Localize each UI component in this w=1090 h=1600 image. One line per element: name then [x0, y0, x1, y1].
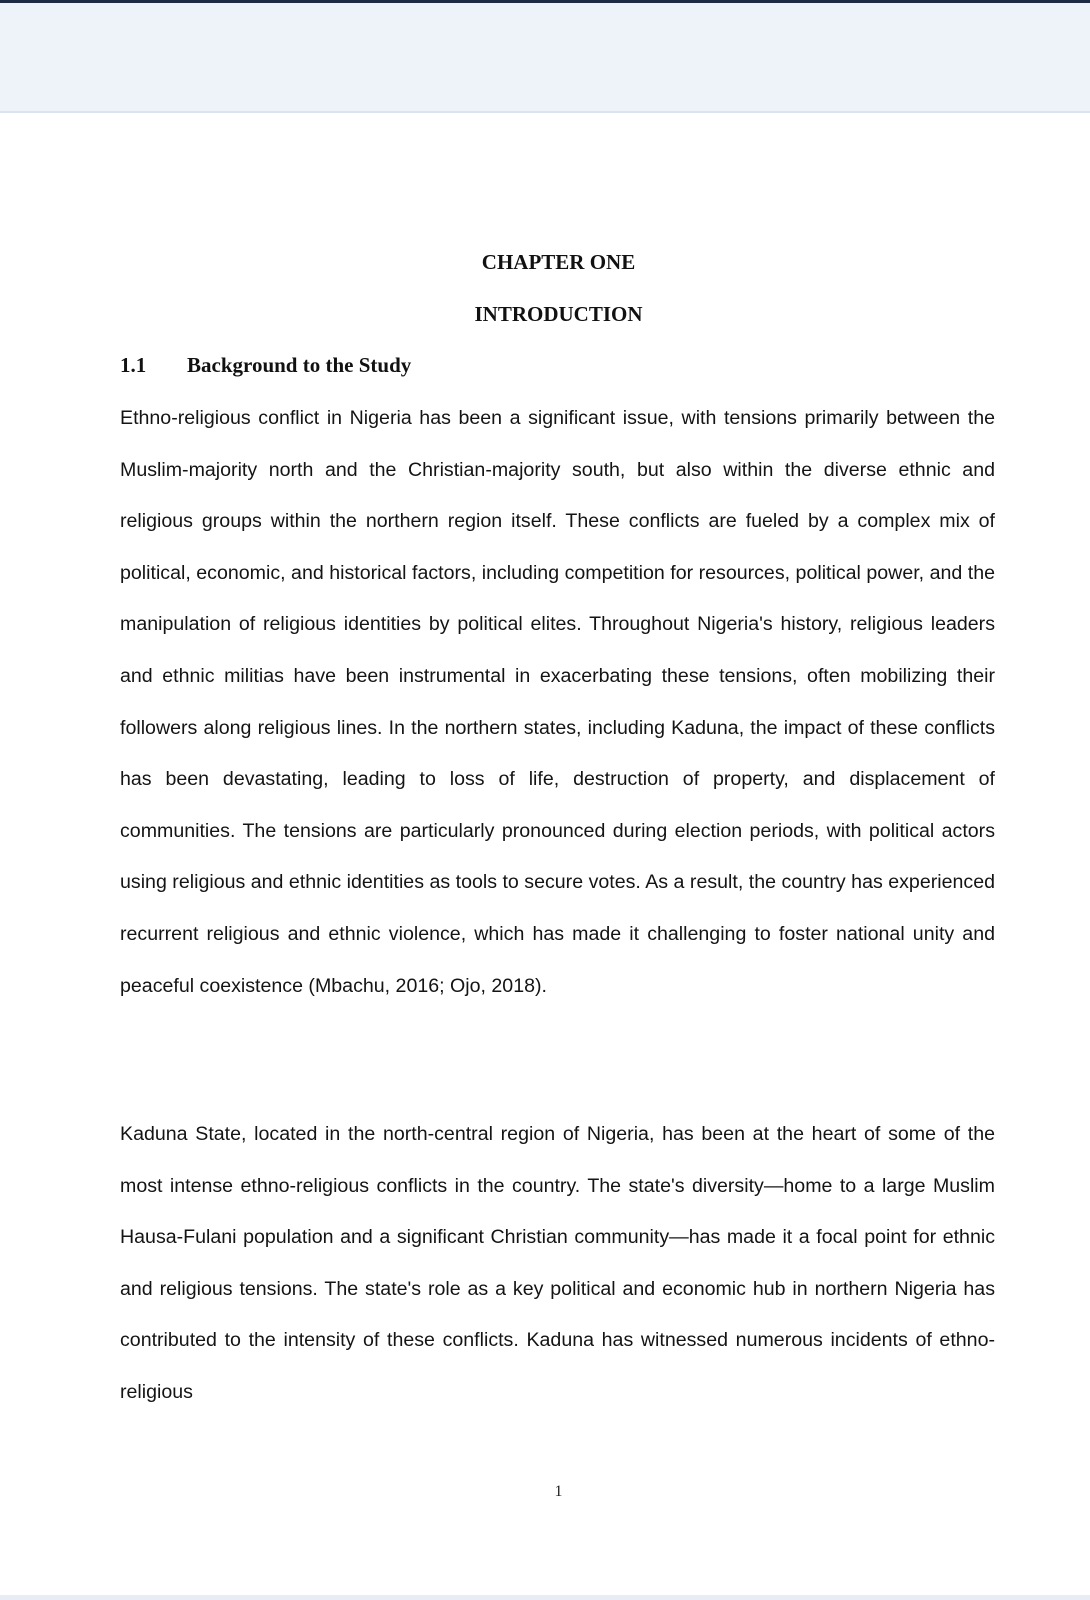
body-paragraph-1: Ethno-religious conflict in Nigeria has been a significant issue, with tensions primarily between the Muslim-majority north and the Christian-majority south, but also within the diverse ethnic and religious groups within the northern region itself. These conflicts are fueled by a complex mix of political, economic, and historical factors, including competition for resources, political power, and the manipulation of religious identities by political elites. Throughout Nigeria's history, religious leaders and ethnic militias have been instrumental in exacerbating these tensions, often mobilizing their followers along religious lines. In the northern states, including Kaduna, the impact of these conflicts has been devastating, leading to loss of life, destruction of property, and displacement of communities. The tensions are particularly pronounced during election periods, with political actors using religious and ethnic identities as tools to secure votes. As a result, the country has experienced recurrent religious and ethnic violence, which has made it challenging to foster national unity and peaceful coexistence (Mbachu, 2016; Ojo, 2018). [120, 407, 995, 997]
subsection-number: 1.1 [120, 353, 147, 377]
bottom-edge [0, 1595, 1090, 1600]
viewer-toolbar [0, 3, 1090, 113]
body-paragraph-2: Kaduna State, located in the north-central region of Nigeria, has been at the heart of some of the most intense ethno-religious conflicts in the country. The state's diversity—home to a large Muslim Hausa-Fulani population and a significant Christian community—has made it a focal point for ethnic and religious tensions. The state's role as a key political and economic hub in northern Nigeria has contributed to the intensity of these conflicts. Kaduna has witnessed numerous incidents of ethno-religious [120, 1123, 995, 1403]
page-number: 1 [554, 1483, 563, 1500]
section-title: INTRODUCTION [474, 302, 643, 326]
subsection-title: Background to the Study [187, 353, 412, 377]
subsection-heading [120, 353, 411, 378]
chapter-title: CHAPTER ONE [481, 250, 636, 274]
